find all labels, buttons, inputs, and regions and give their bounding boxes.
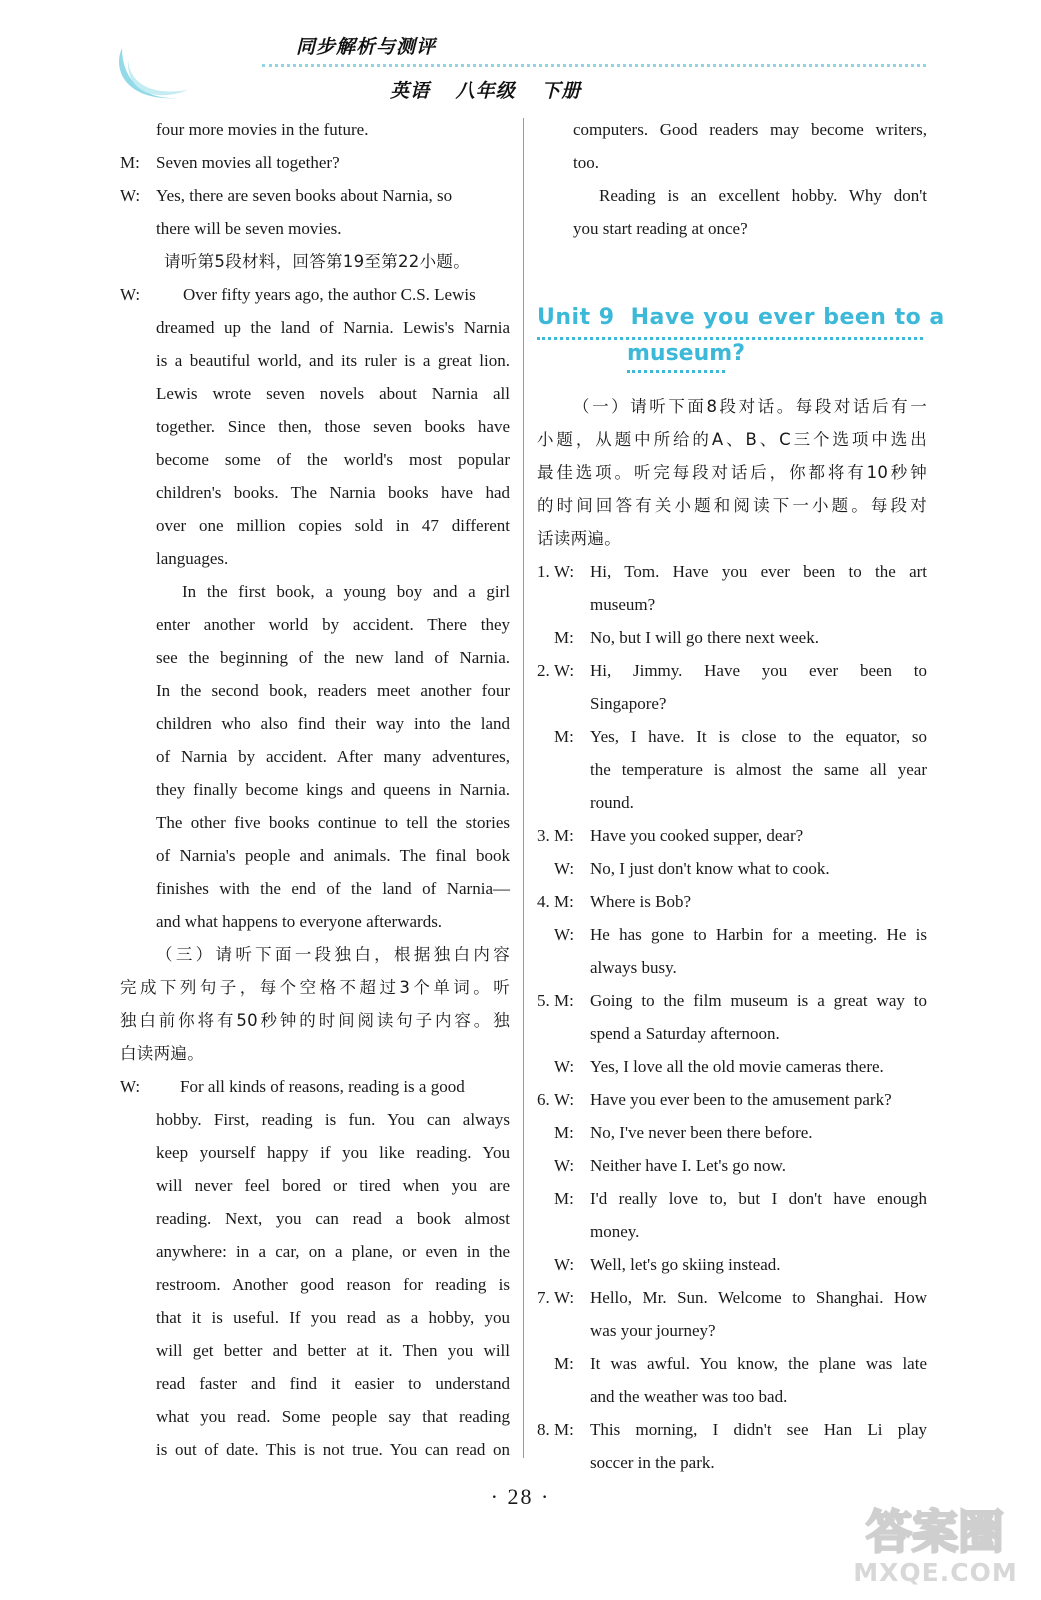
speaker-label: W: (554, 925, 575, 944)
text-line: enter another world by accident. There they (156, 615, 510, 634)
text-line: In the second book, readers meet another four (156, 681, 510, 700)
instruction-line: （一）请听下面8段对话。每段对话后有一 (573, 397, 927, 416)
text-line: No, I've never been there before. (590, 1123, 813, 1142)
text-line: together. Since then, those seven books have (156, 417, 510, 436)
text-line: round. (590, 793, 634, 812)
text-line: languages. (156, 549, 229, 568)
svg-text:答案圈: 答案圈 (866, 1505, 1004, 1559)
text-line: finishes with the end of the land of Narnia— (156, 879, 510, 898)
text-line: Yes, I have. It is close to the equator, so (590, 727, 927, 746)
text-line: No, I just don't know what to cook. (590, 859, 830, 878)
instruction-line: 小题，从题中所给的A、B、C三个选项中选出 (537, 430, 927, 449)
text-line: was your journey? (590, 1321, 716, 1340)
text-line: Going to the film museum is a great way to (590, 991, 927, 1010)
text-line: hobby. First, reading is fun. You can always (156, 1110, 510, 1129)
text-line: is out of date. This is not true. You can read on (156, 1440, 510, 1459)
text-line: will get better and better at it. Then you will (156, 1341, 510, 1360)
text-line: Have you cooked supper, dear? (590, 826, 804, 845)
text-line: over one million copies sold in 47 different (156, 516, 510, 535)
text-line: It was awful. You know, the plane was late (590, 1354, 927, 1373)
speaker-label: W: (554, 1057, 575, 1076)
header-dotted-rule (262, 64, 926, 67)
page-number: · 28 · (490, 1484, 551, 1509)
question-number: 7. (537, 1288, 550, 1307)
text-line: you start reading at once? (573, 219, 748, 238)
swoosh-logo-icon (108, 40, 203, 112)
text-line: Seven movies all together? (156, 153, 340, 172)
speaker-label: M: (554, 826, 574, 845)
text-line: Singapore? (590, 694, 667, 713)
unit-heading-dots (627, 370, 725, 373)
text-line: For all kinds of reasons, reading is a good (180, 1077, 465, 1096)
text-line: Yes, I love all the old movie cameras there. (590, 1057, 884, 1076)
text-line: Yes, there are seven books about Narnia, so (156, 186, 453, 205)
text-line: I'd really love to, but I don't have enough (590, 1189, 927, 1208)
question-number: 3. (537, 826, 550, 845)
left-column (120, 113, 510, 1466)
series-title: 同步解析与测评 (296, 36, 437, 58)
question-number: 2. (537, 661, 550, 680)
text-line: money. (590, 1222, 640, 1241)
page-number-value: 28 (507, 1484, 534, 1509)
question-number: 4. (537, 892, 550, 911)
instruction-line: 完成下列句子，每个空格不超过3个单词。听 (120, 978, 510, 997)
text-line: He has gone to Harbin for a meeting. He is (590, 925, 927, 944)
text-line: Hi, Tom. Have you ever been to the art (590, 562, 927, 581)
text-line: Over fifty years ago, the author C.S. Lewis (183, 285, 476, 304)
text-line: what you read. Some people say that reading (156, 1407, 510, 1426)
speaker-label: W: (120, 285, 141, 304)
text-line: of Narnia by accident. After many adventures, (156, 747, 510, 766)
watermark-site: MXQE.COM (853, 1558, 1018, 1587)
instruction-line: 独白前你将有50秒钟的时间阅读句子内容。独 (120, 1011, 510, 1030)
text-line: anywhere: in a car, on a plane, or even in the (156, 1242, 510, 1261)
watermark (843, 1498, 1028, 1596)
text-line: This morning, I didn't see Han Li play (590, 1420, 927, 1439)
text-line: Reading is an excellent hobby. Why don't (599, 186, 927, 205)
speaker-label: W: (554, 1288, 575, 1307)
unit-heading (537, 303, 945, 333)
text-line: Hello, Mr. Sun. Welcome to Shanghai. How (590, 1288, 927, 1307)
watermark-logo-icon (843, 1498, 1028, 1560)
book-subtitle: 英语 八年级 下册 (390, 80, 582, 102)
speaker-label: W: (554, 1255, 575, 1274)
text-line: of Narnia's people and animals. The final book (156, 846, 510, 865)
speaker-label: M: (554, 1189, 574, 1208)
text-line: Lewis wrote seven novels about Narnia all (156, 384, 510, 403)
speaker-label: M: (120, 153, 140, 172)
unit-title-line-1: Have you ever been to a (630, 305, 945, 330)
speaker-label: M: (554, 1354, 574, 1373)
instruction-line: 请听第5段材料，回答第19至第22小题。 (164, 252, 470, 271)
text-line: and what happens to everyone afterwards. (156, 912, 443, 931)
speaker-label: M: (554, 1420, 574, 1439)
text-line: always busy. (590, 958, 677, 977)
text-line: Neither have I. Let's go now. (590, 1156, 786, 1175)
speaker-label: W: (554, 1090, 575, 1109)
column-divider (523, 118, 524, 1458)
right-column (537, 113, 945, 1479)
speaker-label: M: (554, 727, 574, 746)
page-header (0, 0, 1041, 118)
instruction-line: 最佳选项。听完每段对话后，你都将有10秒钟 (537, 463, 927, 482)
speaker-label: W: (554, 1156, 575, 1175)
unit-number: Unit 9 (537, 305, 615, 330)
text-line: The other five books continue to tell the stories (156, 813, 510, 832)
text-line: restroom. Another good reason for reading is (156, 1275, 510, 1294)
text-line: In the first book, a young boy and a girl (182, 582, 510, 601)
speaker-label: W: (554, 562, 575, 581)
question-number: 6. (537, 1090, 550, 1109)
text-line: the temperature is almost the same all year (590, 760, 927, 779)
text-line: dreamed up the land of Narnia. Lewis's Narnia (156, 318, 510, 337)
instruction-line: 白读两遍。 (120, 1044, 204, 1063)
text-line: spend a Saturday afternoon. (590, 1024, 780, 1043)
text-line: they finally become kings and queens in Narnia. (156, 780, 510, 799)
instruction-line: 话读两遍。 (537, 529, 621, 548)
instruction-line: （三）请听下面一段独白，根据独白内容 (156, 945, 510, 964)
text-line: Hi, Jimmy. Have you ever been to (590, 661, 927, 680)
text-line: become some of the world's most popular (156, 450, 510, 469)
instruction-line: 的时间回答有关小题和阅读下一小题。每段对 (537, 496, 927, 515)
text-line: children who also find their way into the land (156, 714, 510, 733)
text-line: that it is useful. If you read as a hobby, you (156, 1308, 510, 1327)
unit-title-line-2: museum? (627, 341, 745, 366)
text-line: soccer in the park. (590, 1453, 715, 1472)
text-line: Where is Bob? (590, 892, 692, 911)
text-line: and the weather was too bad. (590, 1387, 788, 1406)
text-line: children's books. The Narnia books have had (156, 483, 510, 502)
text-line: read faster and find it easier to understand (156, 1374, 510, 1393)
speaker-label: W: (554, 661, 575, 680)
text-line: will never feel bored or tired when you are (156, 1176, 510, 1195)
text-line: No, but I will go there next week. (590, 628, 819, 647)
text-line: Have you ever been to the amusement park? (590, 1090, 892, 1109)
speaker-label: W: (554, 859, 575, 878)
question-number: 1. (537, 562, 550, 581)
text-line: museum? (590, 595, 656, 614)
speaker-label: M: (554, 628, 574, 647)
speaker-label: W: (120, 186, 141, 205)
text-line: Well, let's go skiing instead. (590, 1255, 781, 1274)
question-number: 8. (537, 1420, 550, 1439)
speaker-label: M: (554, 1123, 574, 1142)
speaker-label: M: (554, 892, 574, 911)
text-line: see the beginning of the new land of Narnia. (156, 648, 510, 667)
text-line: keep yourself happy if you like reading. You (156, 1143, 510, 1162)
speaker-label: W: (120, 1077, 141, 1096)
text-line: is a beautiful world, and its ruler is a great lion. (156, 351, 510, 370)
question-number: 5. (537, 991, 550, 1010)
text-line: computers. Good readers may become writers, (573, 120, 927, 139)
text-line: too. (573, 153, 599, 172)
text-line: four more movies in the future. (156, 120, 369, 139)
speaker-label: M: (554, 991, 574, 1010)
text-line: there will be seven movies. (156, 219, 342, 238)
text-line: reading. Next, you can read a book almost (156, 1209, 510, 1228)
